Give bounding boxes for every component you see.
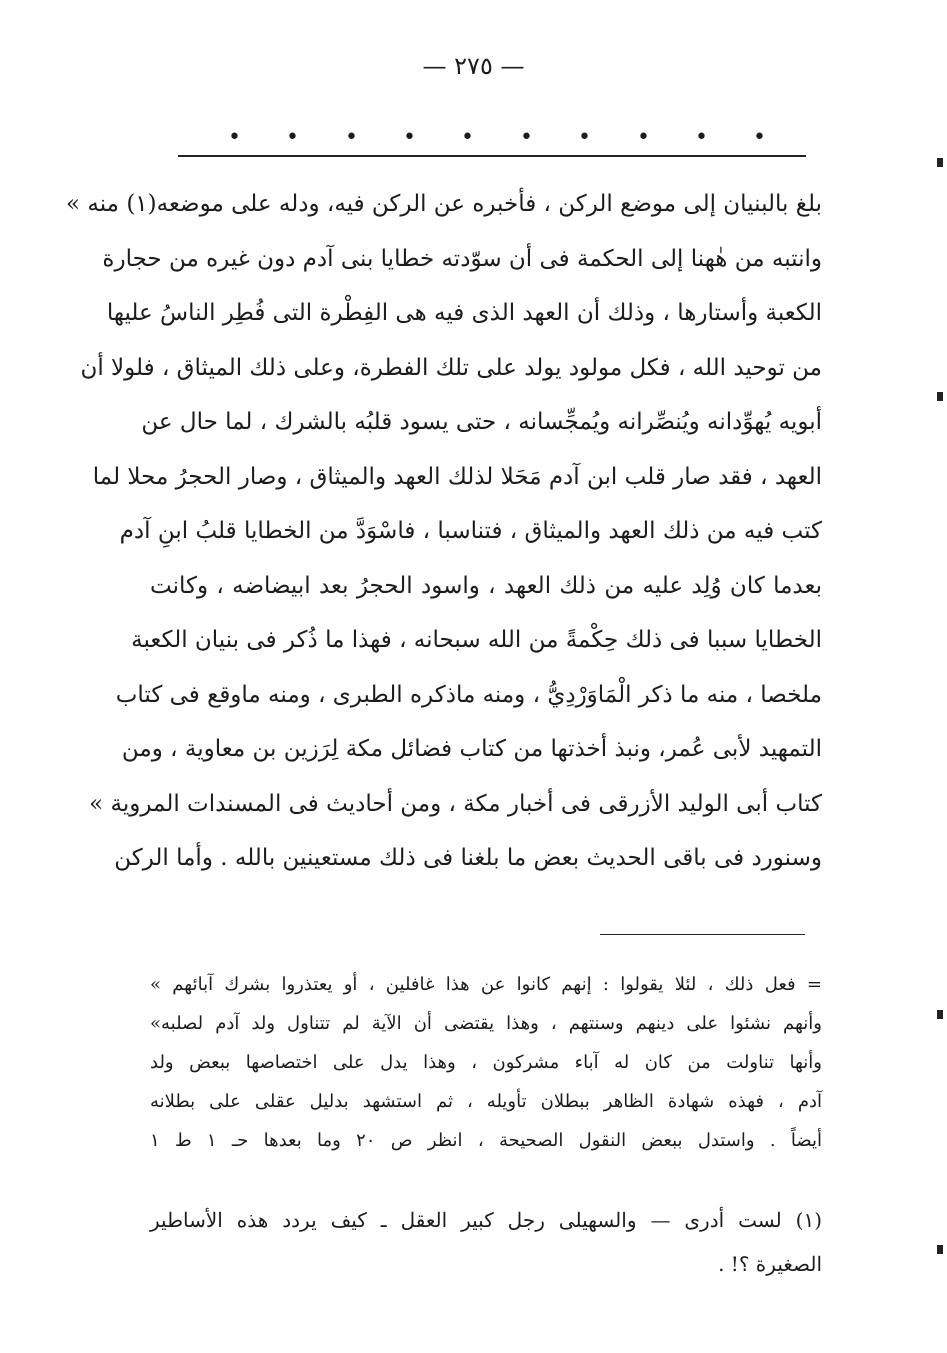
- footnote-line: وأنهم نشئوا على دينهم وسنتهم ، وهذا يقتضى أن الآية لم تتناول ولد آدم لصلبه»: [150, 1013, 822, 1034]
- text-line: كتاب أبى الوليد الأزرقى فى أخبار مكة ، ومن أحاديث فى المسندات المروية »: [89, 790, 822, 817]
- ornament-dot: •: [695, 125, 708, 150]
- text-line: وانتبه من هٰهنا إلى الحكمة فى أن سوّدته خطايا بنى آدم دون غيره من حجارة: [102, 245, 822, 272]
- header-rule: [178, 155, 806, 157]
- text-line: من توحيد الله ، فكل مولود يولد على تلك الفطرة، وعلى ذلك الميثاق ، فلولا أن: [80, 354, 822, 381]
- footnote-line: أيضاً . واستدل ببعض النقول الصحيحة ، انظر ص ٢٠ وما بعدها حـ ١ ط ١: [150, 1130, 823, 1151]
- ornament-dot: •: [753, 125, 766, 150]
- text-line: بعدما كان وُلِد عليه من ذلك العهد ، واسود الحجرُ بعد ابيضاضه ، وكانت: [150, 572, 822, 599]
- scan-edge-mark: [937, 1245, 943, 1254]
- ornament-dot: •: [637, 125, 650, 150]
- text-line: التمهيد لأبى عُمر، ونبذ أخذتها من كتاب فضائل مكة لِرَزين بن معاوية ، ومن: [121, 736, 822, 762]
- footnote-separator: [600, 934, 805, 935]
- ornament-dot: •: [286, 125, 299, 150]
- text-line: بلغ بالبنيان إلى موضع الركن ، فأخبره عن الركن فيه، ودله على موضعه(١) منه »: [66, 191, 822, 217]
- footnote-line: (١) لست أدرى — والسهيلى رجل كبير العقل ـ كيف يردد هذه الأساطير: [150, 1208, 822, 1232]
- main-text-body: [66, 177, 822, 886]
- footnote-continued: [150, 965, 822, 1160]
- text-line: وسنورد فى باقى الحديث بعض ما بلغنا فى ذلك مستعينين بالله . وأما الركن: [114, 845, 822, 871]
- footnote-line: آدم ، فهذه شهادة الظاهر ببطلان تأويله ، ثم استشهد بدليل عقلى على بطلانه: [150, 1091, 822, 1112]
- text-line: ملخصا ، منه ما ذكر الْمَاوَرْدِيُّ ، ومنه ماذكره الطبرى ، ومنه ماوقع فى كتاب: [115, 681, 822, 708]
- footnote-line: الصغيرة ؟! .: [718, 1252, 822, 1276]
- footnote-1: [150, 1198, 822, 1286]
- text-line: الخطايا سببا فى ذلك حِكْمةً من الله سبحانه ، فهذا ما ذُكر فى بنيان الكعبة: [131, 627, 822, 653]
- scan-edge-mark: [937, 392, 943, 401]
- ornament-dot: •: [403, 125, 416, 150]
- scan-edge-mark: [937, 1010, 943, 1019]
- page-number: — ٢٧٥ —: [422, 52, 525, 80]
- footnote-line: = فعل ذلك ، لئلا يقولوا : إنهم كانوا عن هذا غافلين ، أو يعتذروا بشرك آبائهم »: [150, 974, 822, 995]
- scan-edge-mark: [937, 158, 943, 167]
- ornament-dot: •: [228, 125, 241, 150]
- text-line: أبويه يُهوِّدانه ويُنصِّرانه ويُمجِّسانه ، حتى يسود قلبُه بالشرك ، لما حال عن: [141, 409, 822, 435]
- ornament-dot: •: [578, 125, 591, 150]
- ornament-dot: •: [520, 125, 533, 150]
- text-line: كتب فيه من ذلك العهد والميثاق ، فتناسبا ، فاسْوَدَّ من الخطايا قلبُ ابنِ آدم: [119, 518, 822, 544]
- ornament-dots: [200, 125, 790, 150]
- text-line: العهد ، فقد صار قلب ابن آدم مَحَلا لذلك العهد والميثاق ، وصار الحجرُ محلا لما: [92, 463, 822, 490]
- ornament-dot: •: [345, 125, 358, 150]
- ornament-dot: •: [461, 125, 474, 150]
- footnote-line: وأنها تناولت من كان له آباء مشركون ، وهذا يدل على اختصاصها ببعض ولد: [150, 1052, 822, 1073]
- text-line: الكعبة وأستارها ، وذلك أن العهد الذى فيه هى الفِطْرة التى فُطِر الناسُ عليها: [106, 300, 822, 326]
